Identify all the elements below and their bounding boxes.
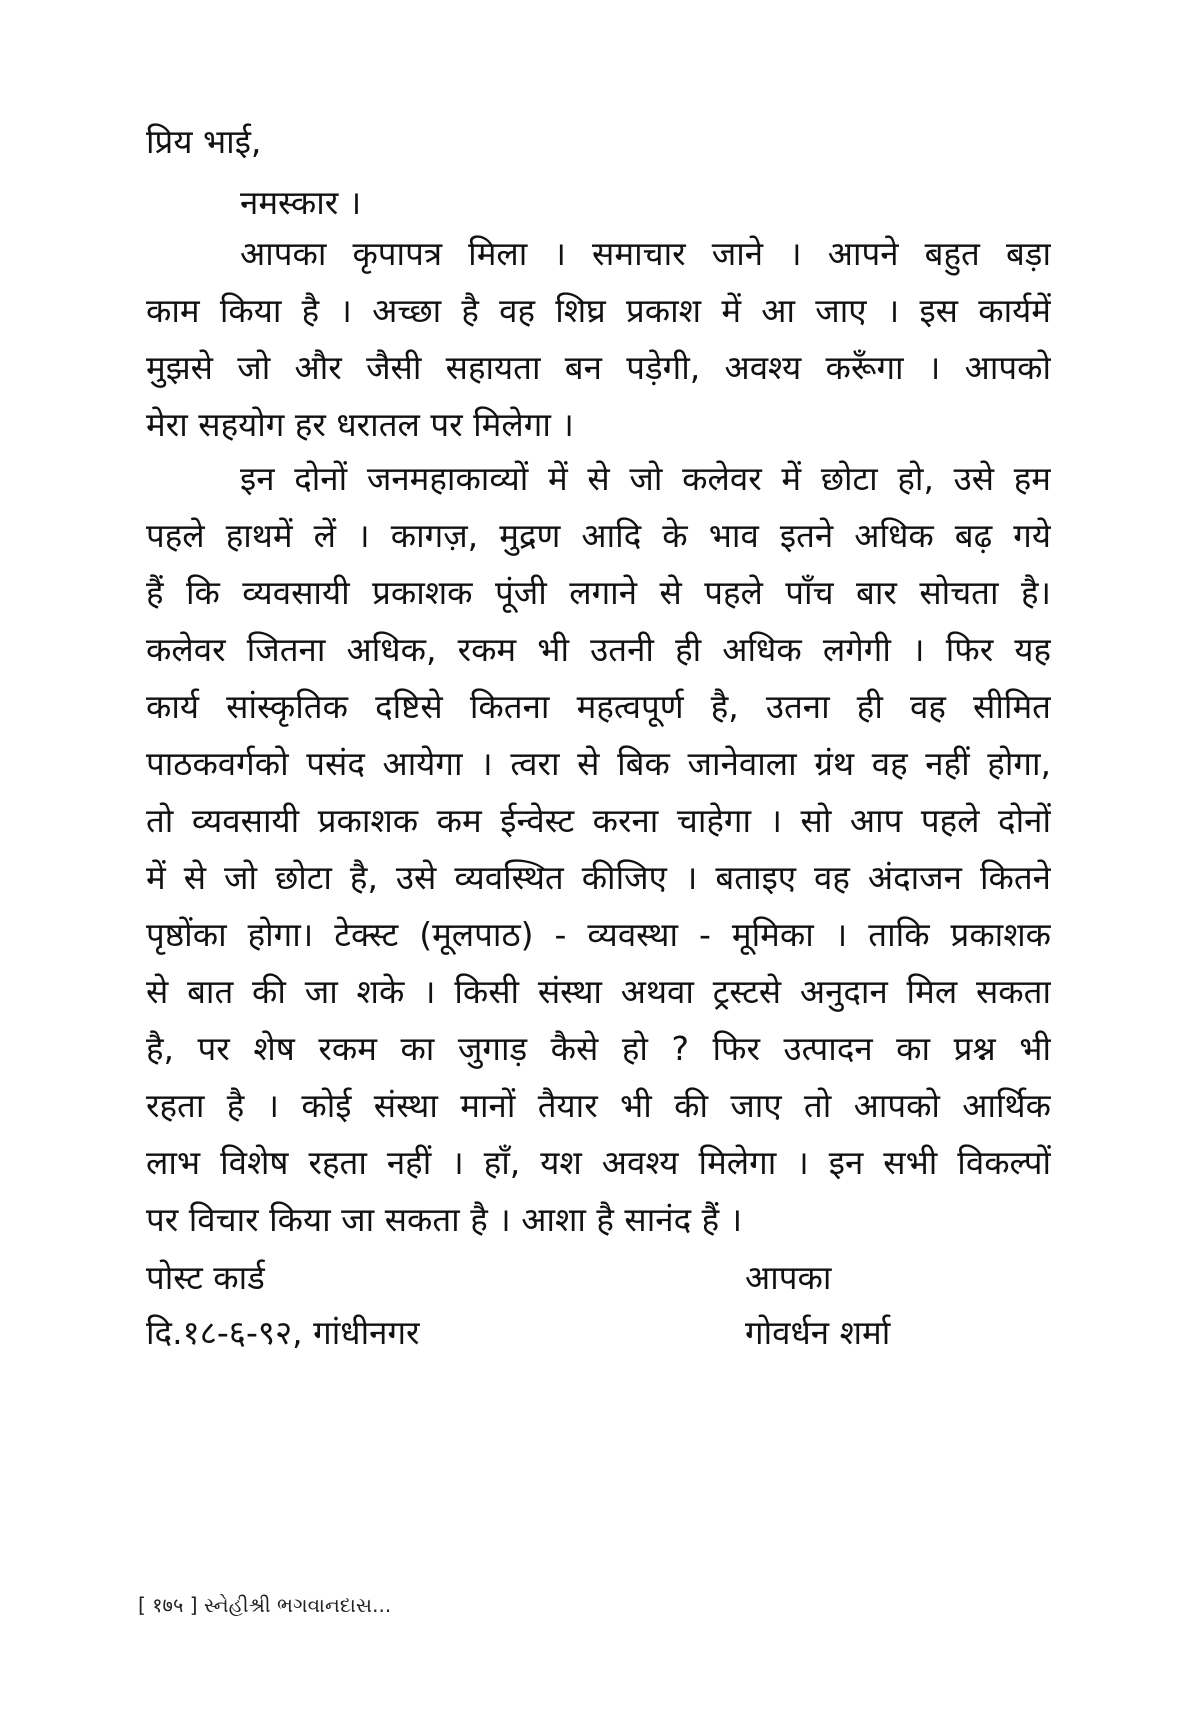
paragraph-line: में से जो छोटा है, उसे व्यवस्थित कीजिए । बताइए वह अंदाजन कितने [146,858,1051,897]
paragraph-line: कलेवर जितना अधिक, रकम भी उतनी ही अधिक लगेगी । फिर यह [146,630,1051,669]
paragraph-line: से बात की जा शके । किसी संस्था अथवा ट्रस्टसे अनुदान मिल सकता [146,972,1051,1011]
paragraph-line: रहता है । कोई संस्था मानों तैयार भी की जाए तो आपको आर्थिक [146,1086,1051,1125]
paragraph-line: कार्य सांस्कृतिक दष्टिसे कितना महत्वपूर्ण है, उतना ही वह सीमित [146,687,1051,726]
closing: आपका [745,1258,832,1297]
paragraph-line: काम किया है । अच्छा है वह शिघ्र प्रकाश में आ जाए । इस कार्यमें [146,291,1051,330]
paragraph-line: पाठकवर्गको पसंद आयेगा । त्वरा से बिक जानेवाला ग्रंथ वह नहीं होगा, [146,744,1051,783]
paragraph-line: मेरा सहयोग हर धरातल पर मिलेगा । [146,405,574,444]
paragraph-line: हैं कि व्यवसायी प्रकाशक पूंजी लगाने से पहले पाँच बार सोचता है। [146,573,1051,612]
greeting: नमस्कार । [240,183,362,222]
date-place: दि.१८-६-९२, गांधीनगर [146,1313,420,1352]
paragraph-line: लाभ विशेष रहता नहीं । हाँ, यश अवश्य मिलेगा । इन सभी विकल्पों [146,1143,1051,1182]
paragraph-line: इन दोनों जनमहाकाव्यों में से जो कलेवर में छोटा हो, उसे हम [240,459,1051,498]
paragraph-1 [146,225,1051,453]
postcard-label: पोस्ट कार्ड [146,1258,265,1297]
paragraph-line: आपका कृपापत्र मिला । समाचार जाने । आपने बहुत बड़ा [240,234,1051,273]
paragraph-line: पृष्ठोंका होगा। टेक्स्ट (मूलपाठ) - व्यवस्था - मूमिका । ताकि प्रकाशक [146,915,1051,954]
paragraph-line: पहले हाथमें लें । कागज़, मुद्रण आदि के भाव इतने अधिक बढ़ गये [146,516,1051,555]
paragraph-2 [146,450,1051,1248]
salutation: प्रिय भाई, [146,122,262,161]
paragraph-line: है, पर शेष रकम का जुगाड़ कैसे हो ? फिर उत्पादन का प्रश्न भी [146,1029,1051,1068]
signature: गोवर्धन शर्मा [745,1313,891,1352]
paragraph-line: पर विचार किया जा सकता है । आशा है सानंद हैं । [146,1200,743,1239]
paragraph-line: तो व्यवसायी प्रकाशक कम ईन्वेस्ट करना चाहेगा । सो आप पहले दोनों [146,801,1051,840]
paragraph-line: मुझसे जो और जैसी सहायता बन पड़ेगी, अवश्य करूँगा । आपको [146,348,1051,387]
page-footer: [ १७५ ] સ્નેહીશ્રી ભગવાનદાસ... [138,1593,392,1617]
